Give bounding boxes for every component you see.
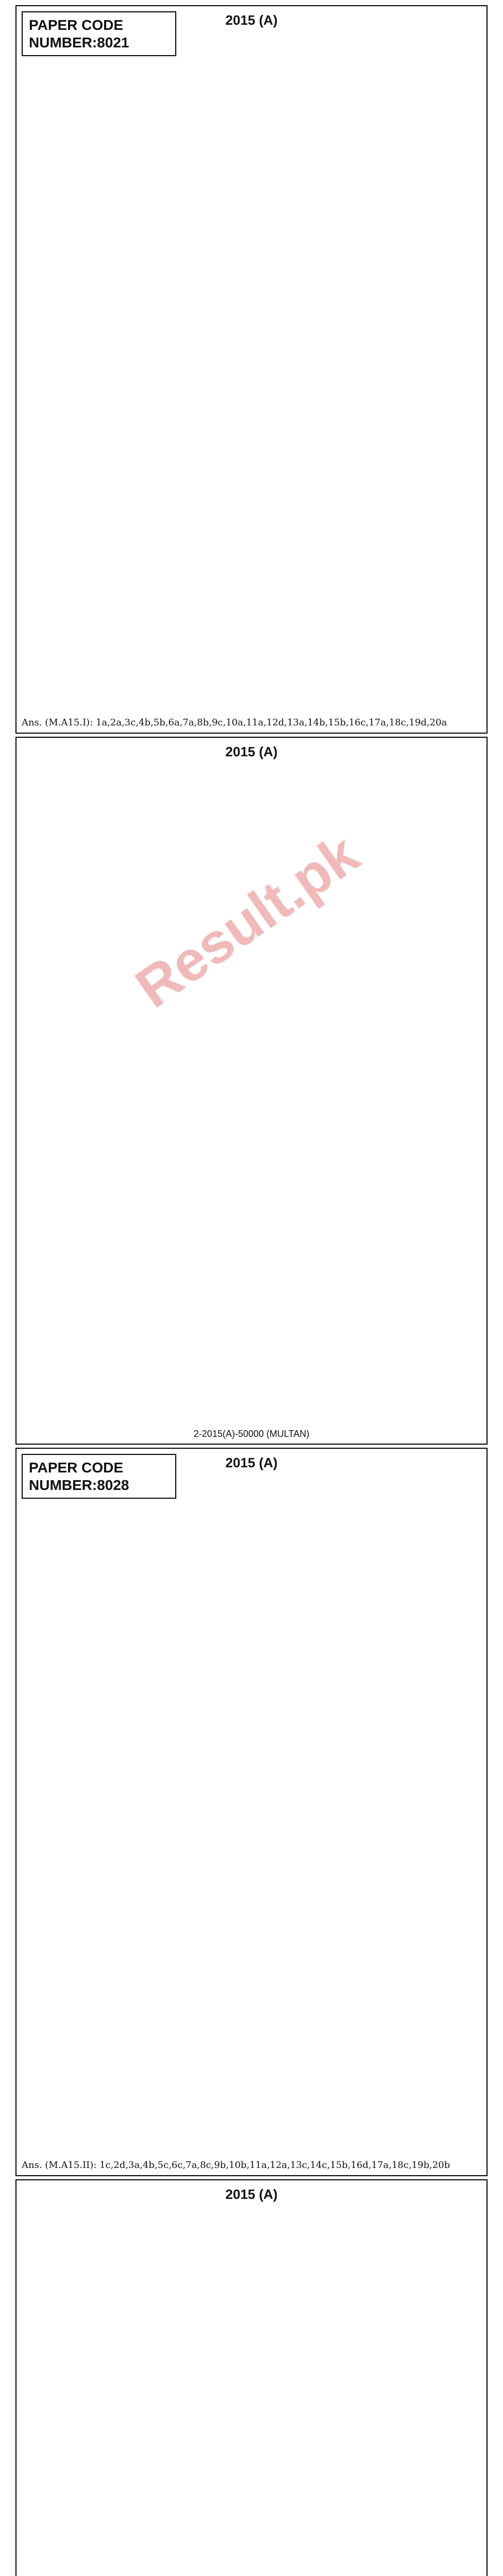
exam-year: 2015 (A) [225, 744, 278, 759]
exam-year: 2015 (A) [225, 1455, 278, 1470]
paper-section-4 [15, 2179, 488, 2576]
svg-text:Result.pk: Result.pk [124, 822, 370, 1020]
paper-code-number: NUMBER:8028 [29, 1477, 129, 1493]
exam-year: 2015 (A) [225, 2187, 278, 2202]
paper-code-box [22, 1454, 176, 1499]
paper-code-box [22, 11, 176, 56]
paper-code-label: PAPER CODE [29, 17, 124, 33]
answer-key: Ans. (M.A15.I): 1a,2a,3c,4b,5b,6a,7a,8b,9c,10a,11a,12d,13a,14b,15b,16c,17a,18c,19d,20a [22, 717, 447, 728]
answer-key: Ans. (M.A15.II): 1c,2d,3a,4b,5c,6c,7a,8c,9b,10b,11a,12a,13c,14c,15b,16d,17a,18c,19b,20b [22, 2160, 450, 2171]
paper-code-label: PAPER CODE [29, 1460, 124, 1476]
print-footer: 2-2015(A)-50000 (MULTAN) [193, 1429, 310, 1439]
paper-section-3 [15, 1448, 488, 2176]
paper-section-1 [15, 5, 488, 734]
exam-year: 2015 (A) [225, 12, 278, 28]
paper-section-2 [15, 737, 488, 1445]
paper-code-number: NUMBER:8021 [29, 34, 129, 50]
